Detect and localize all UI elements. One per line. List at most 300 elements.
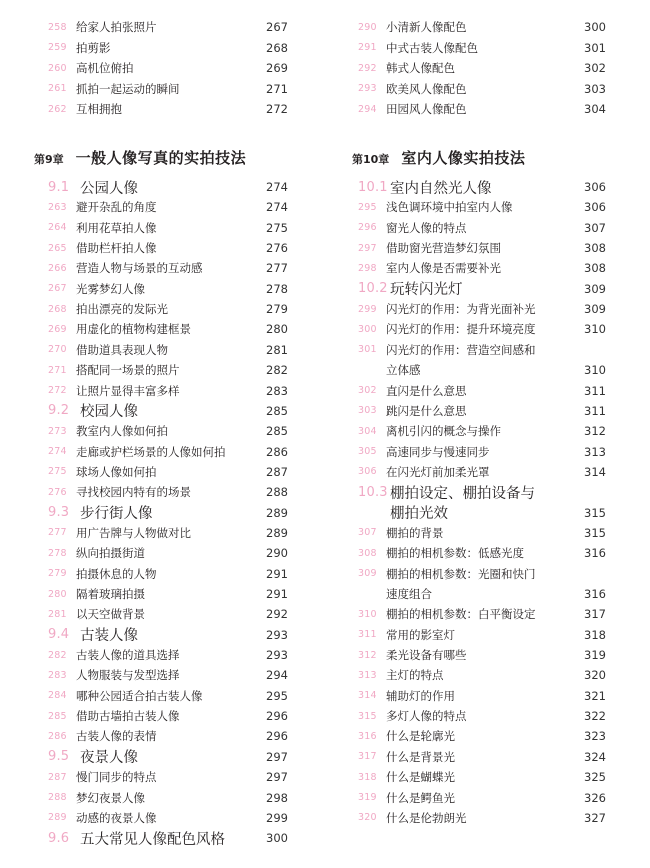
entry-number: 265 bbox=[48, 242, 67, 254]
toc-entry-row[interactable] bbox=[358, 444, 606, 460]
page-number: 304 bbox=[584, 102, 606, 117]
section-title: 棚拍设定、棚拍设备与 bbox=[390, 485, 535, 502]
toc-entry-row[interactable] bbox=[48, 342, 288, 358]
entry-number: 291 bbox=[358, 42, 377, 54]
entry-number: 307 bbox=[358, 527, 377, 539]
toc-entry-row[interactable] bbox=[358, 688, 606, 704]
entry-title: 小清新人像配色 bbox=[386, 20, 467, 34]
toc-entry-row[interactable] bbox=[48, 444, 288, 460]
toc-entry-row[interactable] bbox=[48, 769, 288, 785]
toc-section-row[interactable] bbox=[48, 749, 288, 765]
entry-title: 主灯的特点 bbox=[386, 668, 444, 683]
entry-number: 310 bbox=[358, 608, 377, 620]
toc-section-row[interactable] bbox=[358, 484, 606, 500]
entry-number: 276 bbox=[48, 486, 67, 498]
page-number: 282 bbox=[266, 363, 288, 378]
entry-number: 279 bbox=[48, 568, 67, 580]
section-title: 步行街人像 bbox=[80, 506, 153, 523]
toc-entry-row[interactable] bbox=[48, 281, 288, 297]
page-number: 311 bbox=[584, 403, 606, 418]
entry-number: 283 bbox=[48, 669, 67, 681]
toc-entry-row[interactable] bbox=[48, 383, 288, 399]
page-number: 301 bbox=[584, 40, 606, 55]
toc-entry-row[interactable] bbox=[48, 321, 288, 337]
section-title: 棚拍光效 bbox=[390, 506, 448, 523]
toc-entry-row[interactable] bbox=[358, 464, 606, 480]
chapter-heading[interactable] bbox=[352, 147, 606, 168]
toc-entry-row[interactable] bbox=[48, 301, 288, 317]
page-number: 272 bbox=[266, 102, 288, 117]
entry-number: 269 bbox=[48, 323, 67, 335]
toc-entry-row[interactable] bbox=[48, 81, 288, 97]
toc-section-row[interactable] bbox=[48, 403, 288, 419]
page-number: 314 bbox=[584, 464, 606, 479]
entry-title: 直闪是什么意思 bbox=[386, 383, 467, 398]
entry-title: 抓拍一起运动的瞬间 bbox=[76, 81, 180, 96]
entry-number: 270 bbox=[48, 344, 67, 356]
entry-title: 让照片显得丰富多样 bbox=[76, 383, 180, 398]
entry-title: 避开杂乱的角度 bbox=[76, 200, 157, 215]
entry-title: 什么是伦勃朗光 bbox=[386, 810, 467, 825]
entry-title: 拍摄休息的人物 bbox=[76, 566, 157, 581]
entry-number: 289 bbox=[48, 812, 67, 824]
entry-title: 隔着玻璃拍摄 bbox=[76, 587, 145, 601]
page-number: 321 bbox=[584, 688, 606, 703]
toc-section-row[interactable] bbox=[48, 830, 288, 846]
entry-title: 寻找校园内特有的场景 bbox=[76, 485, 191, 500]
section-number: 10.1 bbox=[358, 179, 388, 195]
chapter-title: 室内人像实拍技法 bbox=[401, 149, 526, 167]
toc-entry-row[interactable] bbox=[48, 362, 288, 378]
entry-title: 闪光灯的作用：提升环境亮度 bbox=[386, 322, 536, 337]
entry-number: 258 bbox=[48, 21, 67, 33]
entry-title: 借助栏杆拍人像 bbox=[76, 241, 157, 256]
toc-entry-row[interactable] bbox=[358, 260, 606, 276]
entry-number: 271 bbox=[48, 364, 67, 376]
page-number: 293 bbox=[266, 648, 288, 663]
entry-number: 266 bbox=[48, 262, 67, 274]
toc-entry-row[interactable] bbox=[358, 423, 606, 439]
entry-title: 拍剪影 bbox=[76, 40, 111, 55]
page-number: 295 bbox=[266, 688, 288, 703]
toc-entry-row[interactable] bbox=[48, 525, 288, 541]
section-number: 10.3 bbox=[358, 484, 388, 500]
toc-entry-row[interactable] bbox=[358, 769, 606, 785]
page-number: 315 bbox=[584, 505, 606, 520]
toc-entry-row[interactable] bbox=[358, 728, 606, 744]
toc-entry-row[interactable] bbox=[358, 749, 606, 765]
entry-number: 268 bbox=[48, 303, 67, 315]
toc-entry-row[interactable] bbox=[48, 728, 288, 744]
entry-title: 什么是蝴蝶光 bbox=[386, 770, 455, 785]
entry-title: 光雾梦幻人像 bbox=[76, 281, 145, 296]
toc-entry-row[interactable] bbox=[48, 240, 288, 256]
page-number: 324 bbox=[584, 749, 606, 764]
entry-title: 哪种公园适合拍古装人像 bbox=[76, 688, 203, 703]
toc-entry-row[interactable] bbox=[358, 19, 606, 35]
toc-entry-row[interactable] bbox=[358, 101, 606, 117]
section-number: 9.3 bbox=[48, 505, 70, 521]
entry-number: 277 bbox=[48, 527, 67, 539]
entry-title: 速度组合 bbox=[386, 587, 432, 601]
toc-entry-row[interactable] bbox=[48, 60, 288, 76]
entry-number: 293 bbox=[358, 83, 377, 95]
section-title: 校园人像 bbox=[80, 404, 138, 421]
entry-title: 辅助灯的作用 bbox=[386, 688, 455, 703]
toc-section-row[interactable] bbox=[48, 627, 288, 643]
page-number: 296 bbox=[266, 729, 288, 744]
entry-title: 在闪光灯前加柔光罩 bbox=[386, 464, 490, 479]
toc-entry-row[interactable] bbox=[358, 362, 606, 378]
section-number: 10.2 bbox=[358, 281, 388, 297]
toc-entry-row[interactable] bbox=[358, 708, 606, 724]
toc-entry-row[interactable] bbox=[48, 101, 288, 117]
entry-title: 韩式人像配色 bbox=[386, 61, 455, 76]
entry-number: 284 bbox=[48, 690, 67, 702]
page-number: 287 bbox=[266, 464, 288, 479]
entry-title: 用广告牌与人物做对比 bbox=[76, 525, 191, 540]
page-number: 285 bbox=[266, 403, 288, 418]
page-number: 316 bbox=[584, 587, 606, 601]
page-number: 303 bbox=[584, 81, 606, 96]
page-number: 317 bbox=[584, 607, 606, 622]
page-number: 291 bbox=[266, 587, 288, 601]
entry-title: 给家人拍张照片 bbox=[76, 20, 157, 34]
toc-entry-row[interactable] bbox=[48, 260, 288, 276]
entry-number: 301 bbox=[358, 344, 377, 356]
entry-number: 285 bbox=[48, 710, 67, 722]
toc-entry-row[interactable] bbox=[358, 383, 606, 399]
page-number: 306 bbox=[584, 200, 606, 215]
toc-entry-row[interactable] bbox=[48, 484, 288, 500]
entry-title: 什么是鳄鱼光 bbox=[386, 790, 455, 805]
entry-title: 闪光灯的作用：为背光面补光 bbox=[386, 302, 536, 317]
page-number: 297 bbox=[266, 749, 288, 764]
entry-title: 棚拍的相机参数：光圈和快门 bbox=[386, 566, 536, 581]
entry-number: 261 bbox=[48, 83, 67, 95]
entry-title: 立体感 bbox=[386, 363, 421, 378]
section-title: 五大常见人像配色风格 bbox=[80, 831, 225, 848]
entry-title: 球场人像如何拍 bbox=[76, 464, 157, 479]
toc-entry-row[interactable] bbox=[48, 545, 288, 561]
page-number: 276 bbox=[266, 241, 288, 256]
entry-title: 借助道具表现人物 bbox=[76, 342, 168, 357]
page-number: 288 bbox=[266, 485, 288, 500]
toc-entry-row[interactable] bbox=[358, 647, 606, 663]
page-number: 325 bbox=[584, 770, 606, 785]
toc-entry-row[interactable] bbox=[358, 60, 606, 76]
entry-number: 292 bbox=[358, 62, 377, 74]
page-number: 280 bbox=[266, 322, 288, 337]
chapter-title: 一般人像写真的实拍技法 bbox=[75, 149, 247, 167]
page-number: 277 bbox=[266, 261, 288, 276]
page-number: 275 bbox=[266, 220, 288, 235]
toc-entry-row[interactable] bbox=[48, 586, 288, 602]
toc-entry-row[interactable] bbox=[358, 667, 606, 683]
page-number: 285 bbox=[266, 424, 288, 439]
toc-entry-row[interactable] bbox=[358, 627, 606, 643]
entry-number: 295 bbox=[358, 201, 377, 213]
entry-number: 275 bbox=[48, 466, 67, 478]
toc-entry-row[interactable] bbox=[358, 586, 606, 602]
page-number: 326 bbox=[584, 790, 606, 805]
entry-number: 308 bbox=[358, 547, 377, 559]
page-number: 319 bbox=[584, 648, 606, 663]
page-number: 309 bbox=[584, 302, 606, 317]
entry-number: 305 bbox=[358, 446, 377, 458]
entry-number: 278 bbox=[48, 547, 67, 559]
entry-title: 古装人像的道具选择 bbox=[76, 648, 180, 663]
page-number: 308 bbox=[584, 241, 606, 256]
entry-number: 281 bbox=[48, 608, 67, 620]
chapter-heading[interactable] bbox=[34, 147, 288, 168]
toc-entry-row[interactable] bbox=[48, 566, 288, 582]
toc-entry-row[interactable] bbox=[358, 301, 606, 317]
toc-section-row[interactable] bbox=[358, 179, 606, 195]
toc-entry-row[interactable] bbox=[48, 423, 288, 439]
section-title: 室内自然光人像 bbox=[390, 180, 492, 197]
page-number: 292 bbox=[266, 607, 288, 622]
entry-title: 室内人像是否需要补光 bbox=[386, 261, 501, 276]
entry-title: 互相拥抱 bbox=[76, 102, 122, 117]
page-number: 315 bbox=[584, 525, 606, 540]
page-number: 316 bbox=[584, 546, 606, 561]
entry-title: 什么是轮廓光 bbox=[386, 729, 455, 744]
entry-number: 319 bbox=[358, 792, 377, 803]
page-number: 289 bbox=[266, 525, 288, 540]
entry-number: 260 bbox=[48, 62, 67, 74]
page-number: 299 bbox=[266, 810, 288, 825]
entry-title: 离机引闪的概念与操作 bbox=[386, 424, 501, 439]
page-number: 300 bbox=[266, 831, 288, 846]
entry-title: 高速同步与慢速同步 bbox=[386, 444, 490, 459]
entry-title: 闪光灯的作用：营造空间感和 bbox=[386, 342, 536, 357]
entry-number: 290 bbox=[358, 21, 377, 33]
entry-title: 人物服装与发型选择 bbox=[76, 668, 180, 683]
page-number: 289 bbox=[266, 505, 288, 520]
page-number: 312 bbox=[584, 424, 606, 439]
page-number: 268 bbox=[266, 40, 288, 55]
toc-section-row[interactable] bbox=[48, 505, 288, 521]
page-number: 323 bbox=[584, 729, 606, 744]
entry-number: 316 bbox=[358, 730, 377, 742]
page-number: 309 bbox=[584, 281, 606, 296]
entry-number: 273 bbox=[48, 425, 67, 437]
entry-title: 古装人像的表情 bbox=[76, 729, 157, 744]
toc-entry-row[interactable] bbox=[48, 464, 288, 480]
entry-number: 264 bbox=[48, 222, 67, 234]
section-number: 9.4 bbox=[48, 627, 70, 643]
page-number: 320 bbox=[584, 668, 606, 683]
entry-title: 纵向拍摄街道 bbox=[76, 546, 145, 561]
toc-entry-row[interactable] bbox=[358, 321, 606, 337]
entry-title: 窗光人像的特点 bbox=[386, 220, 467, 235]
toc-entry-row[interactable] bbox=[358, 199, 606, 215]
entry-number: 288 bbox=[48, 792, 67, 803]
section-title: 夜景人像 bbox=[80, 750, 138, 767]
entry-number: 312 bbox=[358, 649, 377, 661]
entry-title: 利用花草拍人像 bbox=[76, 220, 157, 235]
page-number: 308 bbox=[584, 261, 606, 276]
entry-number: 313 bbox=[358, 669, 377, 681]
section-title: 公园人像 bbox=[80, 180, 138, 197]
toc-entry-row[interactable] bbox=[48, 688, 288, 704]
entry-title: 跳闪是什么意思 bbox=[386, 403, 467, 418]
page-number: 310 bbox=[584, 322, 606, 337]
entry-number: 294 bbox=[358, 103, 377, 115]
entry-number: 259 bbox=[48, 42, 67, 54]
chapter-label: 第9章 bbox=[34, 153, 64, 166]
page-number: 274 bbox=[266, 180, 288, 194]
page-number: 293 bbox=[266, 627, 288, 642]
page-number: 300 bbox=[584, 20, 606, 34]
entry-title: 田园风人像配色 bbox=[386, 102, 467, 117]
section-title: 古装人像 bbox=[80, 628, 138, 645]
entry-title: 什么是背景光 bbox=[386, 749, 455, 764]
page-number: 294 bbox=[266, 668, 288, 683]
entry-number: 315 bbox=[358, 710, 377, 722]
page-number: 267 bbox=[266, 20, 288, 34]
page-number: 279 bbox=[266, 302, 288, 317]
page-number: 296 bbox=[266, 709, 288, 724]
toc-entry-row[interactable] bbox=[358, 790, 606, 806]
entry-title: 慢门同步的特点 bbox=[76, 770, 157, 785]
entry-title: 教室内人像如何拍 bbox=[76, 424, 168, 439]
page-number: 291 bbox=[266, 566, 288, 581]
section-number: 9.6 bbox=[48, 830, 70, 846]
toc-entry-row[interactable] bbox=[48, 606, 288, 622]
entry-number: 314 bbox=[358, 690, 377, 702]
entry-number: 287 bbox=[48, 771, 67, 783]
toc-entry-row[interactable] bbox=[48, 19, 288, 35]
entry-title: 多灯人像的特点 bbox=[386, 709, 467, 724]
page-number: 318 bbox=[584, 627, 606, 642]
toc-entry-row[interactable] bbox=[358, 606, 606, 622]
entry-title: 搭配同一场景的照片 bbox=[76, 363, 180, 378]
entry-number: 267 bbox=[48, 283, 67, 295]
entry-number: 318 bbox=[358, 771, 377, 783]
toc-entry-row[interactable] bbox=[358, 81, 606, 97]
toc-entry-row[interactable] bbox=[48, 790, 288, 806]
page-number: 311 bbox=[584, 383, 606, 398]
entry-title: 中式古装人像配色 bbox=[386, 40, 478, 55]
entry-number: 299 bbox=[358, 303, 377, 315]
entry-title: 高机位俯拍 bbox=[76, 61, 134, 76]
entry-number: 302 bbox=[358, 385, 377, 396]
entry-title: 借助窗光营造梦幻氛围 bbox=[386, 241, 501, 256]
page-number: 283 bbox=[266, 383, 288, 398]
entry-title: 营造人物与场景的互动感 bbox=[76, 261, 203, 276]
toc-entry-row[interactable] bbox=[48, 220, 288, 236]
page-number: 269 bbox=[266, 61, 288, 76]
section-title: 玩转闪光灯 bbox=[390, 282, 463, 299]
entry-number: 263 bbox=[48, 201, 67, 213]
toc-section-row[interactable] bbox=[358, 281, 606, 297]
entry-title: 用虚化的植物构建框景 bbox=[76, 322, 191, 337]
page-number: 278 bbox=[266, 281, 288, 296]
toc-entry-row[interactable] bbox=[358, 525, 606, 541]
entry-title: 棚拍的相机参数：低感光度 bbox=[386, 546, 524, 561]
entry-number: 303 bbox=[358, 405, 377, 417]
toc-entry-row[interactable] bbox=[358, 545, 606, 561]
toc-entry-row[interactable] bbox=[48, 40, 288, 56]
entry-title: 借助古墙拍古装人像 bbox=[76, 709, 180, 724]
entry-number: 300 bbox=[358, 323, 377, 335]
toc-entry-row[interactable] bbox=[358, 403, 606, 419]
toc-entry-row[interactable] bbox=[358, 240, 606, 256]
toc-entry-row[interactable] bbox=[48, 199, 288, 215]
entry-number: 280 bbox=[48, 588, 67, 600]
entry-title: 柔光设备有哪些 bbox=[386, 648, 467, 663]
toc-entry-row[interactable] bbox=[48, 647, 288, 663]
entry-title: 浅色调环境中拍室内人像 bbox=[386, 200, 513, 215]
toc-entry-row[interactable] bbox=[48, 810, 288, 826]
page-number: 297 bbox=[266, 770, 288, 785]
entry-number: 282 bbox=[48, 649, 67, 661]
section-number: 9.2 bbox=[48, 403, 70, 419]
entry-number: 272 bbox=[48, 385, 67, 396]
toc-entry-row[interactable] bbox=[48, 708, 288, 724]
entry-number: 311 bbox=[358, 629, 377, 641]
page-number: 290 bbox=[266, 546, 288, 561]
chapter-label: 第10章 bbox=[352, 153, 390, 166]
toc-entry-row[interactable] bbox=[358, 566, 606, 582]
entry-number: 304 bbox=[358, 425, 377, 437]
toc-entry-row[interactable] bbox=[358, 220, 606, 236]
entry-title: 以天空做背景 bbox=[76, 607, 145, 622]
page-number: 281 bbox=[266, 342, 288, 357]
page-number: 307 bbox=[584, 220, 606, 235]
page-number: 313 bbox=[584, 444, 606, 459]
entry-title: 欧美风人像配色 bbox=[386, 81, 467, 96]
entry-number: 286 bbox=[48, 730, 67, 742]
entry-title: 常用的影室灯 bbox=[386, 627, 455, 642]
page-number: 306 bbox=[584, 180, 606, 194]
entry-number: 320 bbox=[358, 812, 377, 824]
toc-entry-row[interactable] bbox=[358, 40, 606, 56]
page-number: 327 bbox=[584, 810, 606, 825]
entry-title: 棚拍的相机参数：白平衡设定 bbox=[386, 607, 536, 622]
toc-entry-row[interactable] bbox=[48, 667, 288, 683]
page-number: 322 bbox=[584, 709, 606, 724]
page-number: 298 bbox=[266, 790, 288, 805]
entry-number: 309 bbox=[358, 568, 377, 580]
page-number: 274 bbox=[266, 200, 288, 215]
section-number: 9.1 bbox=[48, 179, 70, 195]
page-number: 271 bbox=[266, 81, 288, 96]
entry-title: 梦幻夜景人像 bbox=[76, 790, 145, 805]
entry-number: 297 bbox=[358, 242, 377, 254]
entry-number: 274 bbox=[48, 446, 67, 458]
page-number: 302 bbox=[584, 61, 606, 76]
entry-number: 296 bbox=[358, 222, 377, 234]
page-number: 286 bbox=[266, 444, 288, 459]
toc-entry-row[interactable] bbox=[358, 810, 606, 826]
entry-number: 262 bbox=[48, 103, 67, 115]
page-number: 310 bbox=[584, 363, 606, 378]
toc-section-row[interactable] bbox=[48, 179, 288, 195]
entry-title: 拍出漂亮的发际光 bbox=[76, 302, 168, 317]
entry-number: 298 bbox=[358, 262, 377, 274]
toc-section-row[interactable] bbox=[358, 505, 606, 521]
entry-title: 动感的夜景人像 bbox=[76, 810, 157, 825]
entry-title: 走廊或护栏场景的人像如何拍 bbox=[76, 444, 226, 459]
entry-title: 棚拍的背景 bbox=[386, 525, 444, 540]
toc-entry-row[interactable] bbox=[358, 342, 606, 358]
section-number: 9.5 bbox=[48, 749, 70, 765]
entry-number: 317 bbox=[358, 751, 377, 763]
entry-number: 306 bbox=[358, 466, 377, 478]
